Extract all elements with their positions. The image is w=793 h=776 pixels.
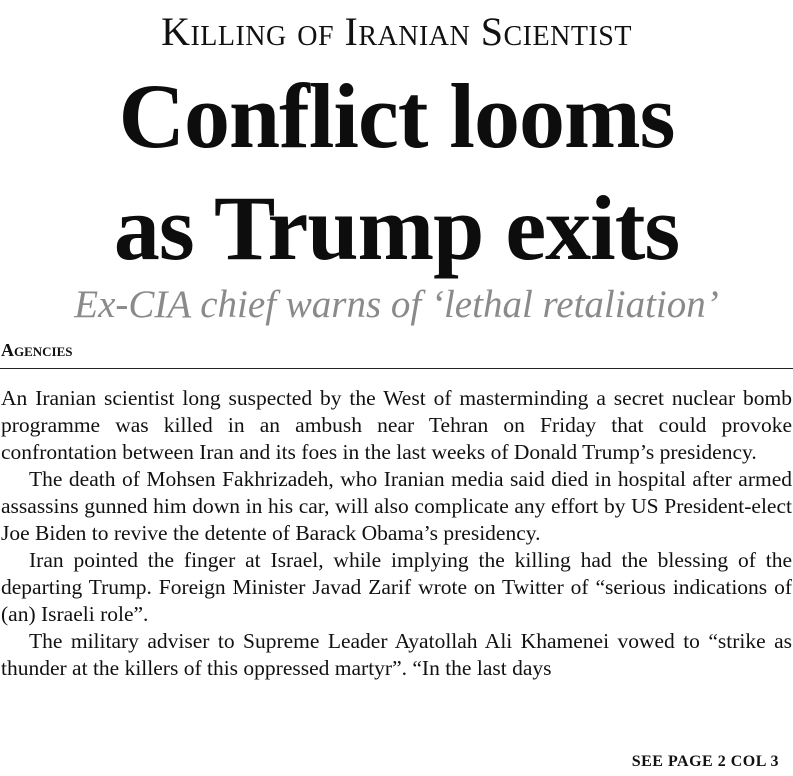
body-paragraph-4: The military adviser to Supreme Leader Ayatollah Ali Khamenei vowed to “strike as thunder at the killers of this oppressed martyr”. “In the last days [1,629,792,680]
body-paragraph-1: An Iranian scientist long suspected by the West of masterminding a secret nuclear bomb programme was killed in an ambush near Tehran on Friday that could provoke confrontation between Iran and its foes in the last weeks of Donald Trump’s presidency. [1,386,792,464]
headline-line-1: Conflict looms [118,65,675,167]
byline-divider [0,368,793,369]
article-headline [0,60,793,284]
article-body [1,385,792,682]
article-subhead: Ex-CIA chief warns of ‘lethal retaliation’ [74,283,719,326]
article-kicker: Killing of Iranian Scientist [161,9,632,54]
body-paragraph-2: The death of Mohsen Fakhrizadeh, who Iranian media said died in hospital after armed assassins gunned him down in his car, will also complicate any effort by US President-elect Joe Biden to revive the detente of Barack Obama’s presidency. [1,467,792,545]
body-paragraph-3: Iran pointed the finger at Israel, while implying the killing had the blessing of the departing Trump. Foreign Minister Javad Zarif wrote on Twitter of “serious indications of (an) Israeli role”. [1,548,792,626]
headline-line-2: as Trump exits [113,177,680,279]
continuation-note: SEE PAGE 2 COL 3 [631,753,779,770]
article-byline: Agencies [1,340,73,360]
